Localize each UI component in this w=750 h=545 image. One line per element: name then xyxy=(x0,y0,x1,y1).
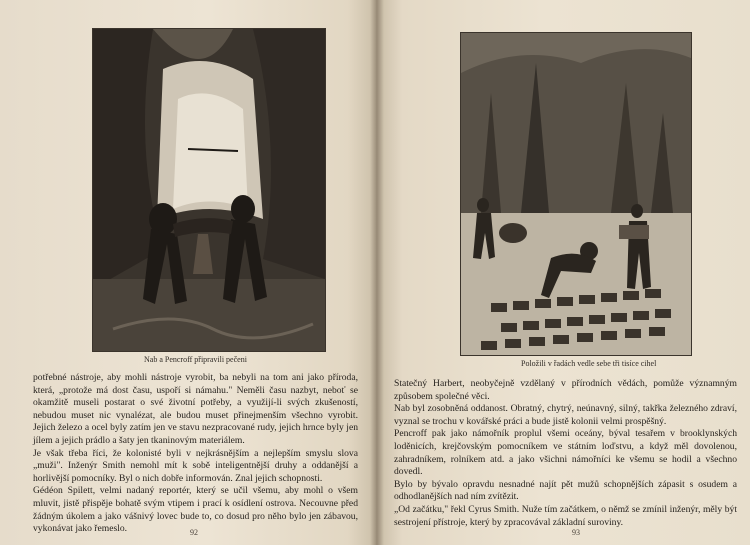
page-number: 93 xyxy=(572,528,580,537)
book-gutter-shadow xyxy=(370,0,384,545)
illustration-caption: Položili v řadách vedle sebe tři tisíce cihel xyxy=(521,359,657,368)
right-page xyxy=(376,0,750,545)
engraving-bricks-image xyxy=(461,33,691,355)
paragraph: Bylo by bývalo opravdu nesnadné najít pět mužů schopnějších zápasit s osudem a odhodlanějších nad ním zvítězit. xyxy=(394,478,737,503)
paragraph: „Od začátku," řekl Cyrus Smith. Nuže tím začátkem, o němž se zmínil inženýr, měly být sestrojení přístroje, který by zpracovával základní suroviny. xyxy=(394,503,737,528)
paragraph: potřebné nástroje, aby mohli nástroje vyrobit, ba nebyli na tom ani jako příroda, která, „protože má dost času, uspoří si námahu." Neměli času nazbyt, neboť se okamžitě museli postarat o své životní potřeby, a využijí-li svých zkušeností, nebudou muset nic vynalézat, ale budou muset přinejmenším všechno vyrobit. Jejich železo a ocel byly zatím jen ve stavu nezpracované rudy, jejich hrnce byly jen jílem a jejich prádlo a šaty jen tkaninovým materiálem. xyxy=(33,372,358,446)
paragraph: Je však třeba říci, že kolonisté byli v nejkrásnějším a nejlepším smyslu slova „muži". Inženýr Smith nemohl mít k sobě inteligentnější druhy a oddanější a horlivější pomocníky. Byl o nich dobře informován. Znal jejich schopnosti. xyxy=(33,447,358,484)
paragraph: Nab byl zosobněná oddanost. Obratný, chytrý, neúnavný, silný, takřka železného zdraví, vyznal se trochu v kovářské práci a bude jistě kolonii velmi prospěšný. xyxy=(394,403,737,427)
engraving-brick-laying xyxy=(460,32,692,356)
engraving-cave-roasting xyxy=(92,28,326,352)
engraving-cave-image xyxy=(93,29,325,351)
paragraph: Pencroff pak jako námořník proplul všemi oceány, býval tesařem v brooklynských loděnicích, krejčovským pomocníkem ve státním loďstvu, a když měl dovolenou, zahradníkem, rolníkem atd. a jako všichni námořníci ke všemu se hodil a všechno dovedl. xyxy=(394,428,737,478)
illustration-caption: Nab a Pencroff připravili pečeni xyxy=(144,355,247,364)
right-body-text xyxy=(394,378,737,529)
page-number: 92 xyxy=(190,528,198,537)
paragraph: Gédéon Spilett, velmi nadaný reportér, který se učil všemu, aby mohl o všem mluvit, jistě přispěje bohatě svým vtipem i prací k osídlení ostrova. Necouvne před žádným úkolem a jako vášnivý lovec bude to, co dosud pro něho bylo jen zábavou, vykonávat jako řemeslo. xyxy=(33,485,358,535)
paragraph: Statečný Harbert, neobyčejně vzdělaný v přírodních vědách, pomůže významným způsobem společné věci. xyxy=(394,378,737,402)
left-body-text xyxy=(33,372,358,536)
